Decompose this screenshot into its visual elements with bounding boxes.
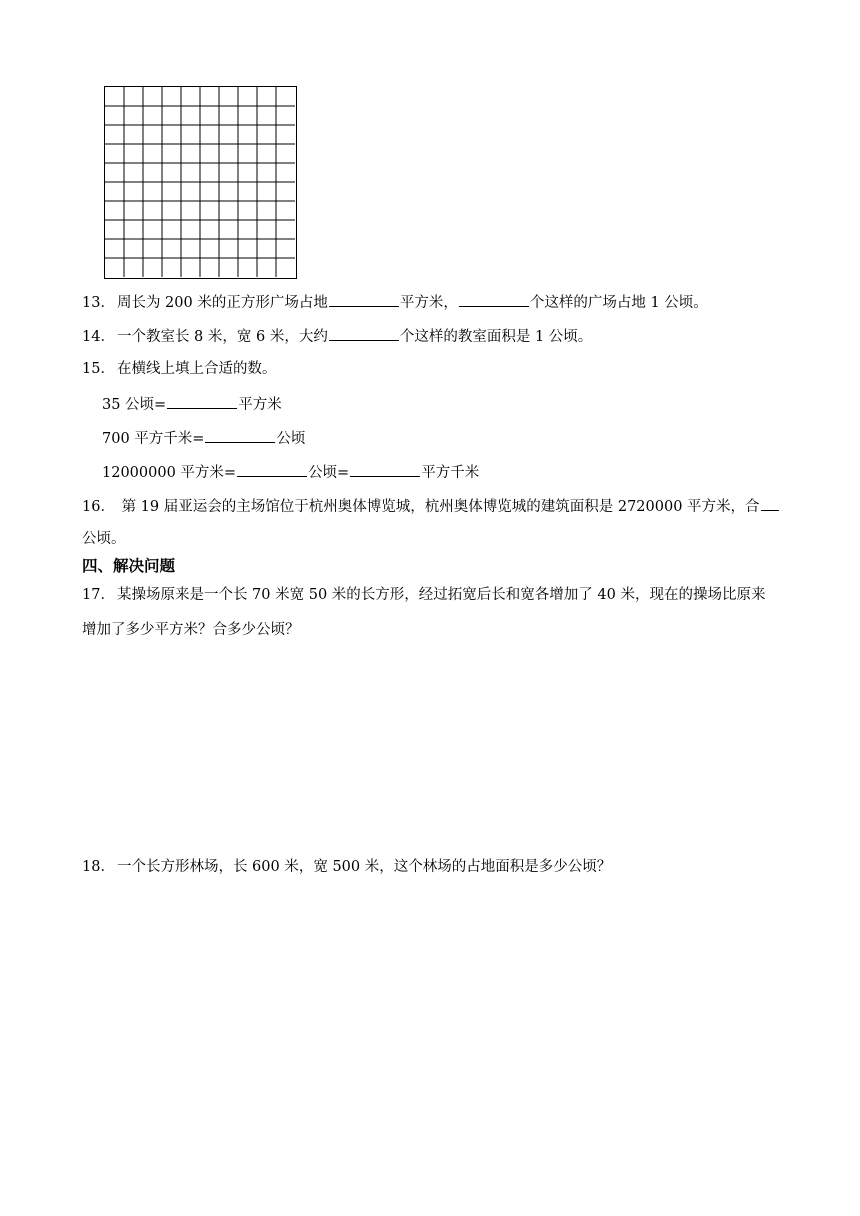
question-text: 周长为 200 米的正方形广场占地 — [116, 295, 328, 311]
question-number: 18． — [82, 859, 115, 875]
question-text: 35 公顷= — [102, 397, 167, 413]
question-text: 一个教室长 8 米，宽 6 米，大约 — [116, 329, 328, 345]
square-grid-figure — [104, 86, 297, 279]
grid-lines — [105, 87, 295, 277]
question-text: 增加了多少平方米？合多少公顷？ — [82, 622, 300, 638]
answer-blank[interactable] — [205, 428, 275, 443]
answer-blank[interactable] — [237, 462, 307, 477]
question-17 — [82, 585, 765, 605]
question-15-line-3 — [102, 462, 479, 483]
question-number: 17． — [82, 587, 115, 603]
question-15 — [82, 359, 276, 379]
question-18 — [82, 857, 611, 877]
question-17-continued — [82, 620, 300, 640]
question-text: 公顷= — [308, 465, 350, 481]
question-text: 平方米 — [238, 397, 282, 413]
section-heading: 四、解决问题 — [82, 557, 176, 575]
answer-blank[interactable] — [761, 496, 779, 511]
answer-blank[interactable] — [167, 394, 237, 409]
question-16 — [82, 496, 780, 517]
question-number: 14． — [82, 329, 115, 345]
question-text: 某操场原来是一个长 70 米宽 50 米的长方形，经过拓宽后长和宽各增加了 40 米，现在的操场比原来 — [116, 587, 766, 603]
question-15-line-2 — [102, 428, 305, 449]
question-number: 15． — [82, 361, 115, 377]
question-13 — [82, 292, 708, 313]
question-text: 一个长方形林场，长 600 米，宽 500 米，这个林场的占地面积是多少公顷？ — [116, 859, 612, 875]
question-15-line-1 — [102, 394, 282, 415]
answer-blank[interactable] — [459, 292, 529, 307]
question-text: 公顷 — [276, 431, 306, 447]
question-number: 16． — [82, 499, 115, 515]
question-text: 公顷。 — [82, 531, 126, 547]
question-text: 12000000 平方米= — [102, 465, 237, 481]
question-text: 在横线上填上合适的数。 — [116, 361, 277, 377]
question-text: 700 平方千米= — [102, 431, 205, 447]
answer-blank[interactable] — [350, 462, 420, 477]
question-text: 个这样的教室面积是 1 公顷。 — [399, 329, 593, 345]
answer-blank[interactable] — [329, 292, 399, 307]
question-text: 平方千米 — [421, 465, 480, 481]
question-text: 平方米， — [399, 295, 458, 311]
question-text: 个这样的广场占地 1 公顷。 — [529, 295, 708, 311]
question-text: 第 19 届亚运会的主场馆位于杭州奥体博览城，杭州奥体博览城的建筑面积是 2720000 平方米，合 — [121, 499, 760, 515]
answer-blank[interactable] — [329, 326, 399, 341]
question-14 — [82, 326, 592, 347]
question-number: 13． — [82, 295, 115, 311]
question-16-continued — [82, 529, 126, 549]
